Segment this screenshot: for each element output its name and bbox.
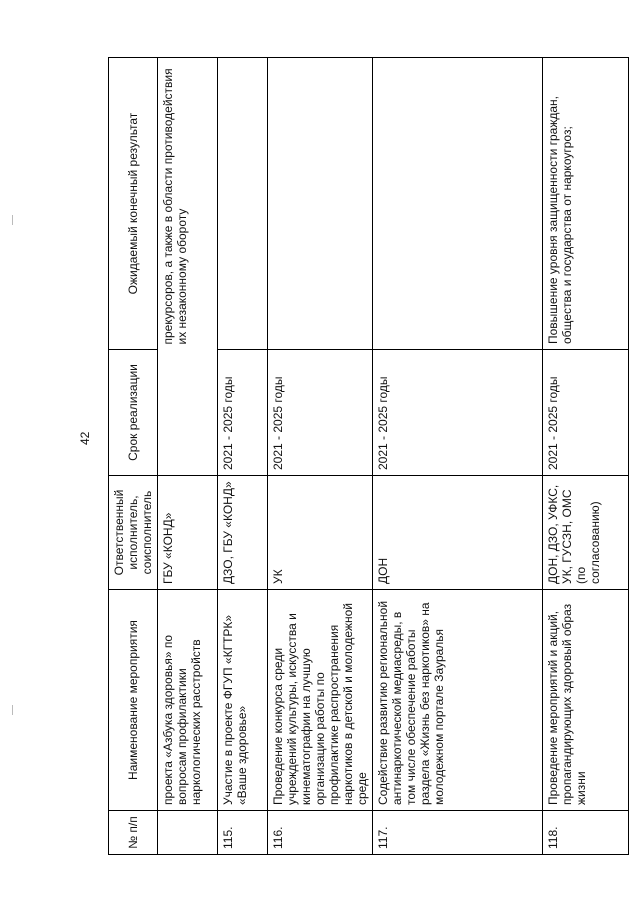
cell-num: 115. [218,811,268,855]
table-row [268,58,373,855]
cell-result: Повышение уровня защищенности граждан, общества и государства от наркоугроз; [543,58,629,350]
cell-num [158,811,218,855]
cell-result [373,58,543,350]
table-row [158,58,218,855]
header-result: Ожидаемый конечный результат [109,58,158,350]
cell-name: Содействие развитию региональной антинаркотической медиасреды, в том числе обеспечение работы раздела «Жизнь без наркотиков» на молодежном портале Зауралья [373,590,543,811]
cell-term: 2021 - 2025 годы [268,350,373,476]
cell-executor: ДЗО, ГБУ «КОНД» [218,476,268,590]
cell-name: проекта «Азбука здоровья» по вопросам профилактики наркологических расстройств [158,590,218,811]
cell-term: 2021 - 2025 годы [373,350,543,476]
cell-executor: УК [268,476,373,590]
cell-term: 2021 - 2025 годы [543,350,629,476]
header-num: № п/п [109,811,158,855]
cell-result: прекурсоров, а также в области противодействия их незаконному обороту [158,58,218,350]
cell-name: Участие в проекте ФГУП «КГТРК» «Ваше здоровье» [218,590,268,811]
table-row [543,58,629,855]
cell-num: 117. [373,811,543,855]
table-container [108,58,610,855]
table-row [373,58,543,855]
cell-result [218,58,268,350]
header-name: Наименование мероприятия [109,590,158,811]
cell-term [158,350,218,476]
cell-executor: ГБУ «КОНД» [158,476,218,590]
cell-executor: ДОН [373,476,543,590]
margin-tick-top [12,215,13,225]
table-row [218,58,268,855]
header-row [109,58,158,855]
header-executor: Ответственный исполнитель, соисполнитель [109,476,158,590]
measures-table [108,57,629,855]
margin-tick-bottom [12,705,13,715]
cell-name: Проведение конкурса среди учреждений культуры, искусства и кинематографии на лучшую организацию работы по профилактике распространения наркотиков в детской и молодежной среде [268,590,373,811]
cell-name: Проведение мероприятий и акций, пропагандирующих здоровый образ жизни [543,590,629,811]
cell-term: 2021 - 2025 годы [218,350,268,476]
page-number: 42 [78,431,92,445]
cell-num: 116. [268,811,373,855]
cell-num: 118. [543,811,629,855]
cell-executor: ДОН, ДЗО, УФКС, УК, ГУСЗН, ОМС (по согласованию) [543,476,629,590]
cell-result [268,58,373,350]
header-term: Срок реализации [109,350,158,476]
